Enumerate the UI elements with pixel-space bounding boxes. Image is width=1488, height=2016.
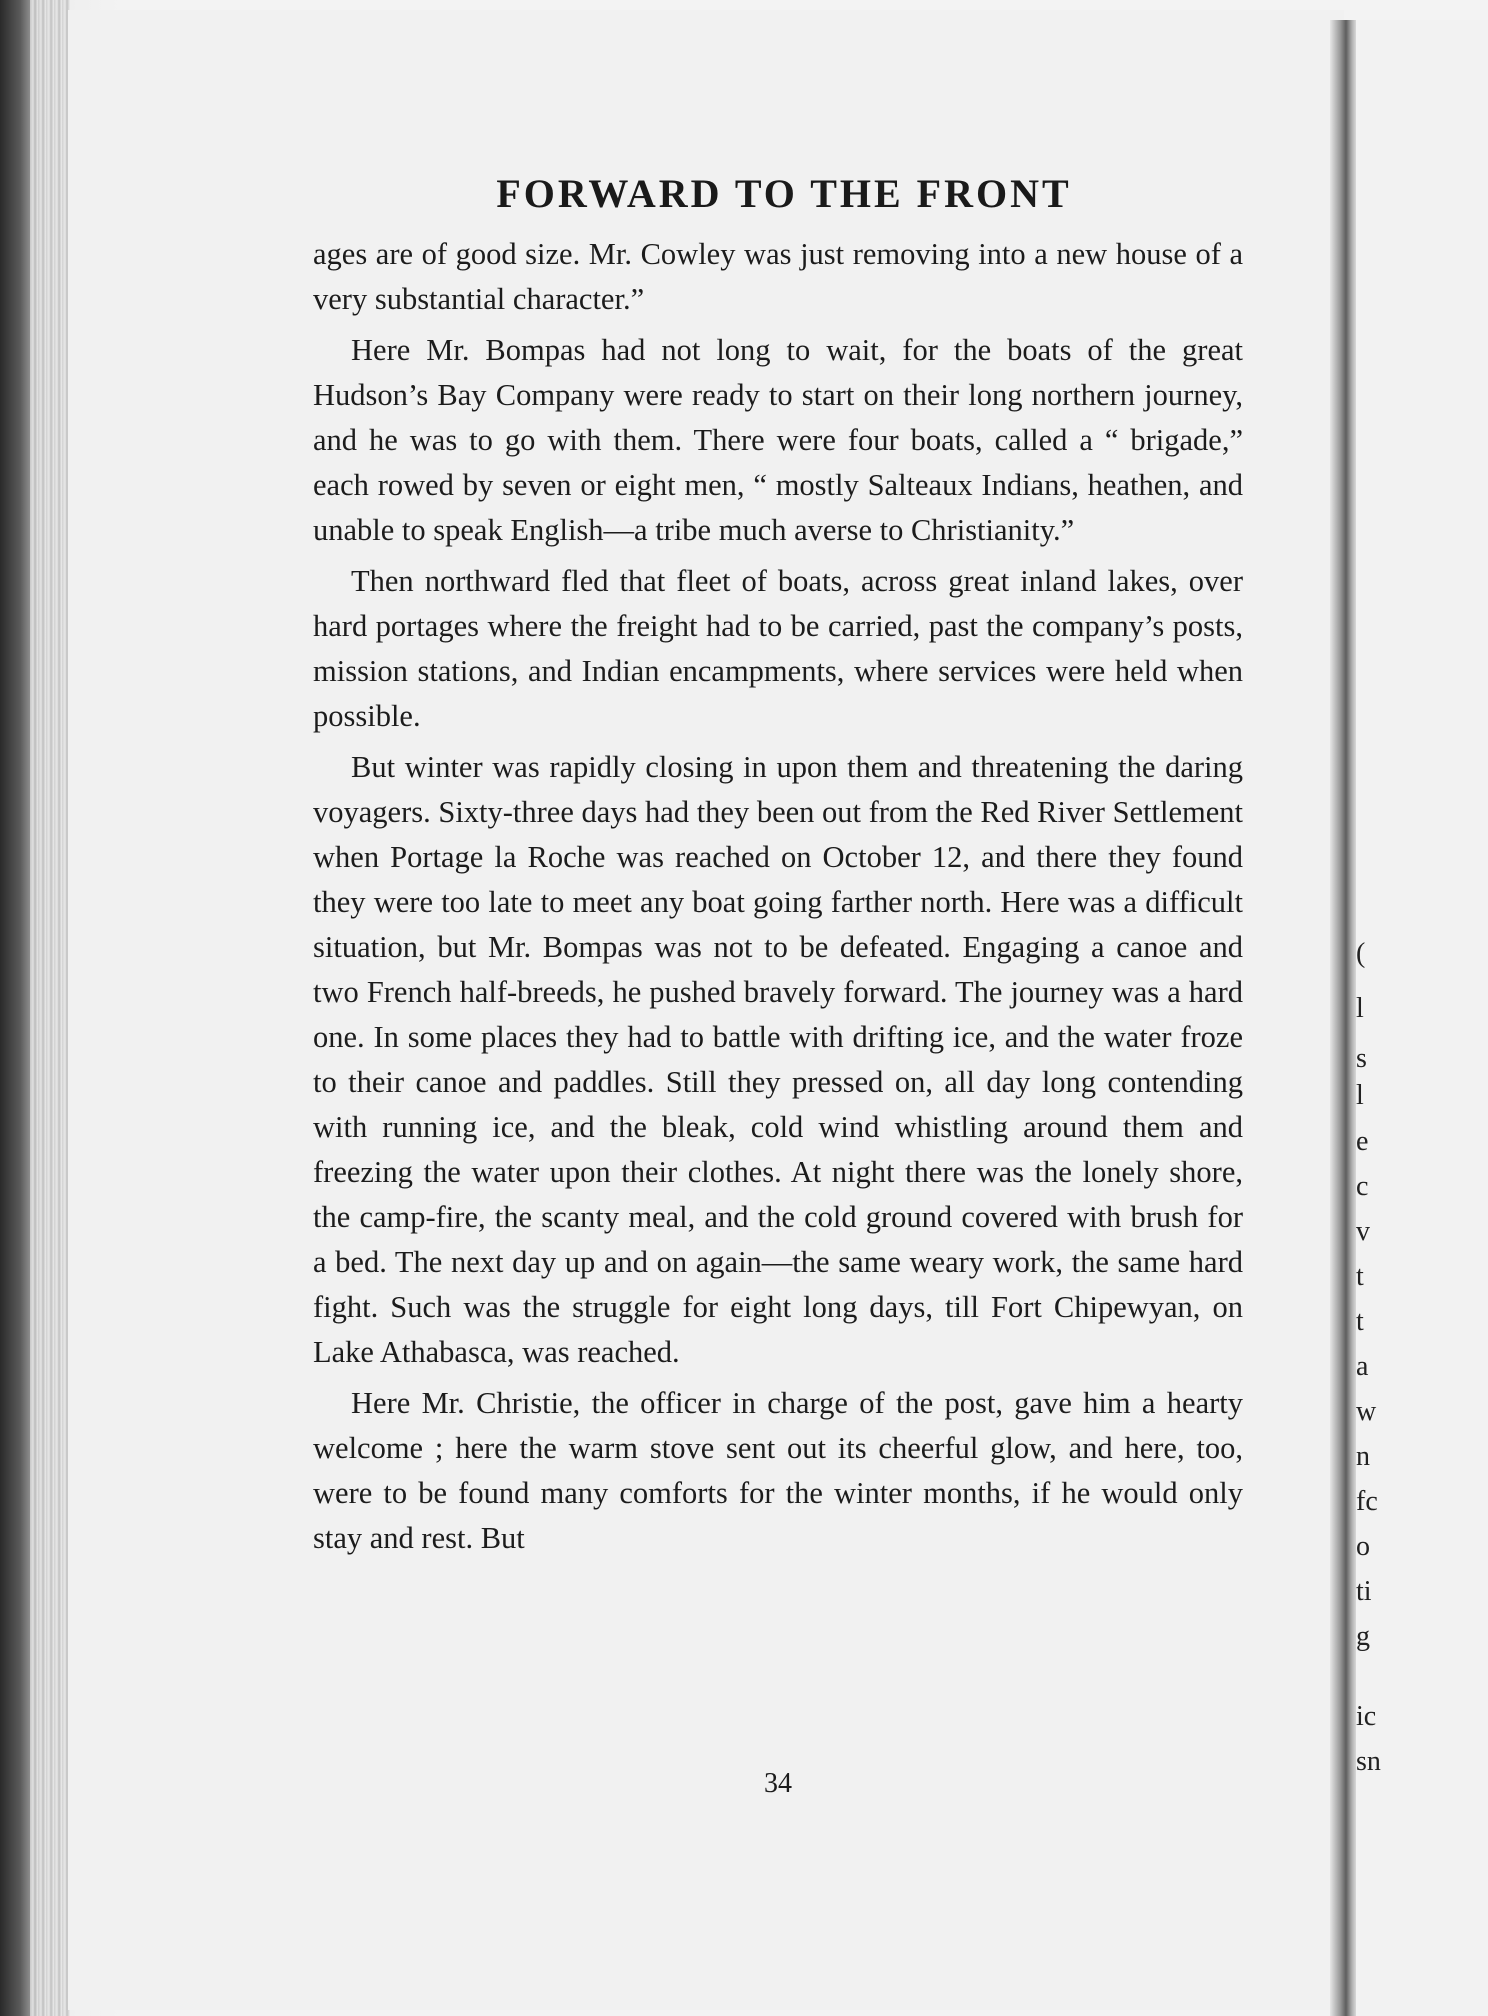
paragraph: But winter was rapidly closing in upon them and threatening the daring voyagers. Sixty-three days had they been out from the Red River Settlement when Portage la Roche was reached on October 12, and there they found they were too late to meet any boat going farther north. Here was a difficult situation, but Mr. Bompas was not to be defeated. Engaging a canoe and two French half-breeds, he pushed bravely forward. The journey was a hard one. In some places they had to battle with drifting ice, and the water froze to their canoe and paddles. Still they pressed on, all day long contending with running ice, and the bleak, cold wind whistling around them and freezing the water upon their clothes. At night there was the lonely shore, the camp-fire, the scanty meal, and the cold ground covered with brush for a bed. The next day up and on again—the same weary work, the same hard fight. Such was the struggle for eight long days, till Fort Chipewyan, on Lake Athabasca, was reached. xyxy=(313,750,1244,1369)
facing-page-fragment: ( xyxy=(1356,938,1366,969)
facing-page-fragment: g xyxy=(1356,1621,1370,1652)
facing-page-fragment: t xyxy=(1356,1306,1364,1337)
facing-page-fragment: sn xyxy=(1356,1746,1381,1777)
paragraph: ages are of good size. Mr. Cowley was just removing into a new house of a very substantial character.” xyxy=(313,237,1243,316)
paragraph: Then northward fled that fleet of boats, across great inland lakes, over hard portages where the freight had to be carried, past the company’s posts, mission stations, and Indian encampments, where services were held when possible. xyxy=(313,564,1243,733)
facing-page-fragment: c xyxy=(1356,1171,1369,1202)
facing-page-fragment: e xyxy=(1356,1126,1369,1157)
facing-page-fragment: fc xyxy=(1356,1486,1378,1517)
facing-page-fragment: l xyxy=(1356,993,1364,1024)
page-number: 34 xyxy=(764,1768,792,1799)
facing-page-fragment: w xyxy=(1356,1396,1377,1427)
facing-page-fragment: s xyxy=(1356,1043,1367,1074)
book-gutter xyxy=(1330,20,1358,2016)
running-head: FORWARD TO THE FRONT xyxy=(496,171,1072,216)
facing-page-fragment: a xyxy=(1356,1351,1369,1382)
facing-page-fragment: n xyxy=(1356,1441,1370,1472)
facing-page-fragment: t xyxy=(1356,1261,1364,1292)
facing-page-fragment: ic xyxy=(1356,1701,1377,1732)
facing-page-fragment: v xyxy=(1356,1216,1370,1247)
facing-page-fragment: ti xyxy=(1356,1576,1372,1607)
facing-page-fragment: o xyxy=(1356,1531,1370,1562)
paragraph: Here Mr. Bompas had not long to wait, for the boats of the great Hudson’s Bay Company were ready to start on their long northern journey, and he was to go with them. There were four boats, called a “ brigade,” each rowed by seven or eight men, “ mostly Salteaux Indians, heathen, and unable to speak English—a tribe much averse to Christianity.” xyxy=(313,333,1243,547)
page-text xyxy=(313,172,1243,1567)
paragraph: Here Mr. Christie, the officer in charge of the post, gave him a hearty welcome ; here the warm stove sent out its cheerful glow, and here, too, were to be found many comforts for the winter months, if he would only stay and rest. But xyxy=(313,1386,1243,1555)
facing-page-fragment: l xyxy=(1356,1080,1364,1111)
stacked-page-edges xyxy=(30,0,70,2016)
facing-page xyxy=(1356,20,1488,2016)
